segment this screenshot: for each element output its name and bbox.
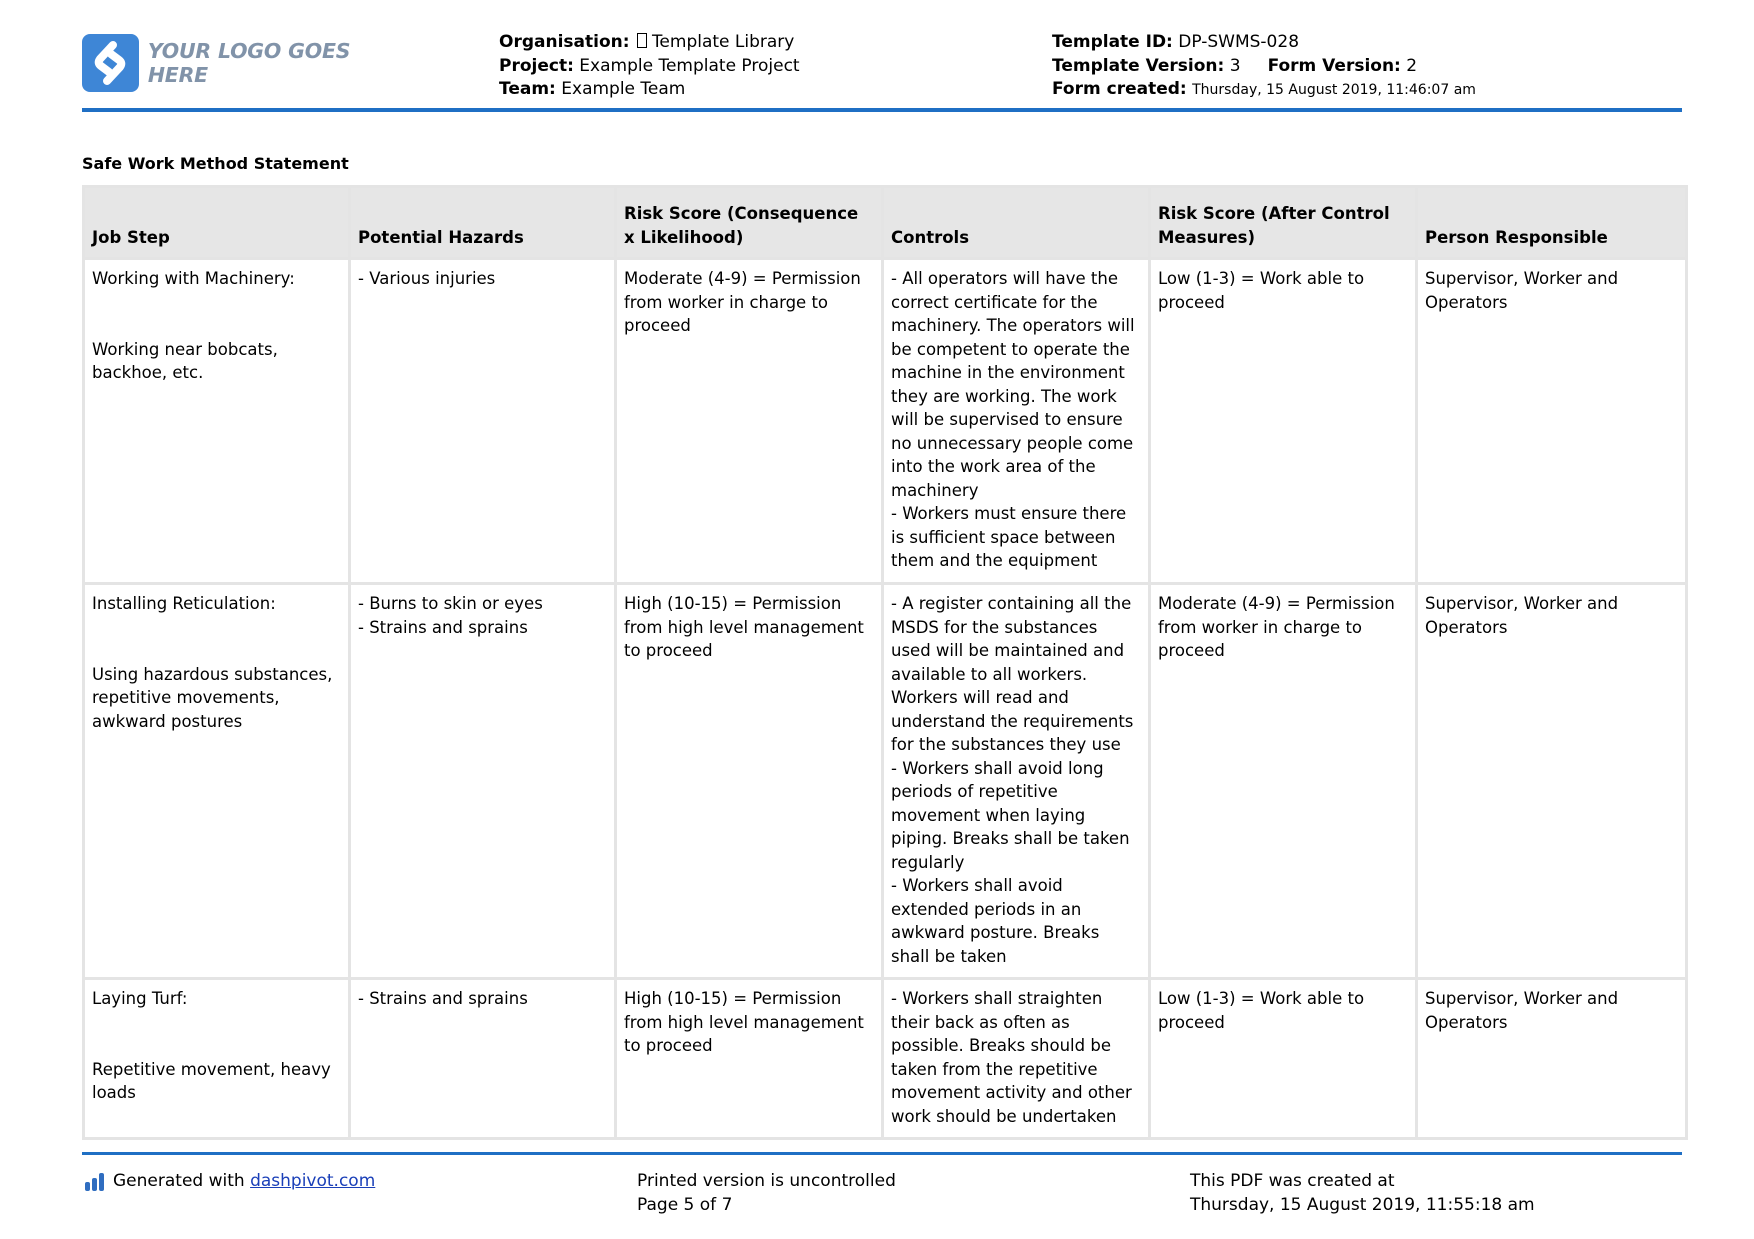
hazards-cell bbox=[350, 584, 616, 979]
risk-before-cell: Moderate (4-9) = Permission from worker in charge to proceed bbox=[616, 259, 883, 584]
column-header-hazards: Potential Hazards bbox=[350, 187, 616, 259]
control-item: - All operators will have the correct certificate for the machinery. The operators will be competent to operate the machine in the environment they are working. The work will be supervised to ensure no unnecessary people come into the work area of the machinery bbox=[891, 269, 1135, 500]
column-header-risk-after: Risk Score (After Control Measures) bbox=[1150, 187, 1417, 259]
responsible-cell: Supervisor, Worker and Operators bbox=[1417, 584, 1687, 979]
job-step-title: Laying Turf: bbox=[92, 989, 188, 1008]
job-step-title: Installing Reticulation: bbox=[92, 594, 276, 613]
dashpivot-link[interactable]: dashpivot.com bbox=[250, 1171, 376, 1191]
template-id-label: Template ID: bbox=[1052, 32, 1173, 52]
project-value: Example Template Project bbox=[579, 55, 800, 76]
form-version-value: 2 bbox=[1406, 55, 1418, 76]
hazards-cell bbox=[350, 979, 616, 1139]
job-step-detail: Using hazardous substances, repetitive movements, awkward postures bbox=[92, 664, 333, 731]
organisation-value: Template Library bbox=[651, 32, 795, 52]
column-header-job-step: Job Step bbox=[84, 187, 350, 259]
project-line bbox=[499, 55, 800, 79]
swms-table bbox=[82, 185, 1688, 1140]
form-created-label: Form created: bbox=[1052, 79, 1187, 99]
team-value: Example Team bbox=[561, 79, 686, 99]
job-step-detail: Working near bobcats, backhoe, etc. bbox=[92, 339, 278, 382]
column-header-responsible: Person Responsible bbox=[1417, 187, 1687, 259]
organisation-label: Organisation: bbox=[499, 32, 630, 52]
template-version-label: Template Version: bbox=[1052, 55, 1225, 76]
job-step-cell bbox=[84, 584, 350, 979]
project-label: Project: bbox=[499, 55, 574, 76]
header-meta-right bbox=[1052, 31, 1476, 103]
header-meta-left bbox=[499, 31, 800, 102]
control-item: - Workers must ensure there is sufficient space between them and the equipment bbox=[891, 504, 1127, 570]
risk-after-cell: Low (1-3) = Work able to proceed bbox=[1150, 259, 1417, 584]
footer-generated bbox=[85, 1170, 375, 1194]
table-row bbox=[84, 979, 1687, 1139]
template-id-line bbox=[1052, 31, 1476, 55]
job-step-cell bbox=[84, 979, 350, 1139]
control-item: - A register containing all the MSDS for the substances used will be maintained and available to all workers. Workers will read and understand the requirements for the substances they use bbox=[891, 594, 1134, 754]
pdf-created-value: Thursday, 15 August 2019, 11:55:18 am bbox=[1190, 1194, 1535, 1215]
logo-text: YOUR LOGO GOES HERE bbox=[147, 39, 351, 87]
form-created-line bbox=[1052, 78, 1476, 103]
hazard-item: - Various injuries bbox=[358, 269, 496, 288]
control-item: - Workers shall avoid long periods of repetitive movement when laying piping. Breaks shall be taken regularly bbox=[891, 758, 1130, 872]
organisation-line bbox=[499, 31, 800, 55]
control-item: - Workers shall straighten their back as often as possible. Breaks should be taken from the repetitive movement activity and other work should be undertaken bbox=[891, 989, 1132, 1126]
hazard-item: - Burns to skin or eyes bbox=[358, 594, 543, 613]
table-header-row bbox=[84, 187, 1687, 259]
job-step-detail: Repetitive movement, heavy loads bbox=[92, 1059, 331, 1102]
footer-middle bbox=[637, 1170, 896, 1217]
table-row bbox=[84, 584, 1687, 979]
column-header-risk-before: Risk Score (Consequence x Likelihood) bbox=[616, 187, 883, 259]
control-item: - Workers shall avoid extended periods in an awkward posture. Breaks shall be taken bbox=[891, 876, 1100, 966]
job-step-cell bbox=[84, 259, 350, 584]
form-version-label: Form Version: bbox=[1267, 55, 1401, 76]
column-header-controls: Controls bbox=[883, 187, 1150, 259]
risk-after-cell: Moderate (4-9) = Permission from worker in charge to proceed bbox=[1150, 584, 1417, 979]
responsible-cell: Supervisor, Worker and Operators bbox=[1417, 979, 1687, 1139]
footer-right bbox=[1190, 1170, 1535, 1217]
pdf-created-label: This PDF was created at bbox=[1190, 1171, 1395, 1191]
risk-before-cell: High (10-15) = Permission from high level management to proceed bbox=[616, 584, 883, 979]
page-number: Page 5 of 7 bbox=[637, 1194, 733, 1215]
logo-mark-icon bbox=[82, 34, 139, 92]
template-id-value: DP-SWMS-028 bbox=[1178, 32, 1300, 52]
template-version-value: 3 bbox=[1229, 55, 1241, 76]
team-line bbox=[499, 78, 800, 102]
uncontrolled-notice: Printed version is uncontrolled bbox=[637, 1171, 896, 1191]
footer-divider bbox=[82, 1152, 1682, 1155]
controls-cell bbox=[883, 979, 1150, 1139]
table-row bbox=[84, 259, 1687, 584]
form-created-value: Thursday, 15 August 2019, 11:46:07 am bbox=[1192, 82, 1476, 98]
risk-after-cell: Low (1-3) = Work able to proceed bbox=[1150, 979, 1417, 1139]
controls-cell bbox=[883, 584, 1150, 979]
library-icon bbox=[637, 33, 647, 48]
hazard-item: - Strains and sprains bbox=[358, 989, 528, 1008]
version-line bbox=[1052, 55, 1476, 79]
bar-chart-icon bbox=[85, 1173, 104, 1191]
section-title: Safe Work Method Statement bbox=[82, 154, 349, 173]
job-step-title: Working with Machinery: bbox=[92, 269, 295, 288]
controls-cell bbox=[883, 259, 1150, 584]
generated-prefix: Generated with bbox=[113, 1171, 245, 1191]
header-divider bbox=[82, 108, 1682, 112]
team-label: Team: bbox=[499, 79, 556, 99]
responsible-cell: Supervisor, Worker and Operators bbox=[1417, 259, 1687, 584]
logo bbox=[82, 34, 412, 92]
risk-before-cell: High (10-15) = Permission from high level management to proceed bbox=[616, 979, 883, 1139]
hazards-cell bbox=[350, 259, 616, 584]
hazard-item: - Strains and sprains bbox=[358, 617, 528, 637]
